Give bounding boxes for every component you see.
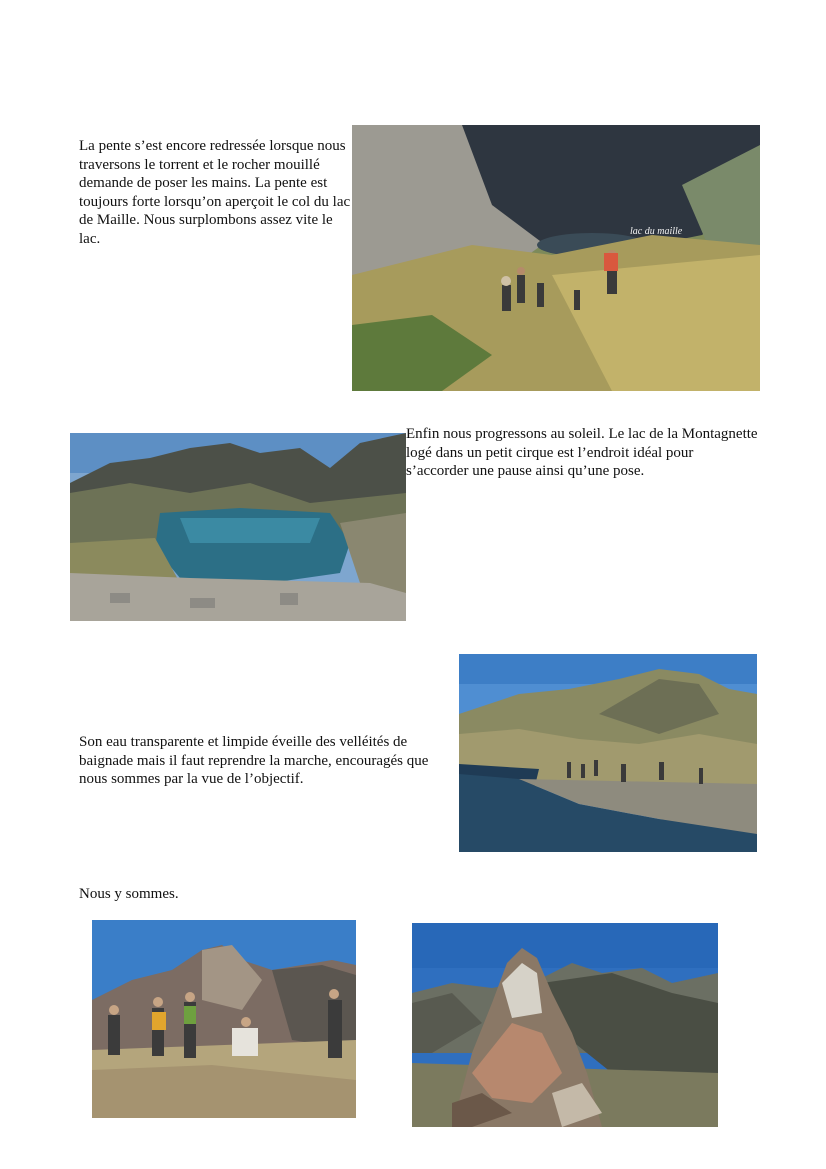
photo-lac-montagnette [70, 433, 406, 621]
photo-hikers-slope-lac-du-maille [352, 125, 760, 391]
photo-caption: lac du maille [630, 226, 683, 237]
photo-hikers-lake-shore [459, 654, 757, 852]
paragraph-4: Nous y sommes. [79, 886, 179, 902]
paragraph-3: Son eau transparente et limpide éveille des velléités de baignade mais il faut reprendre la marche, encouragés que nous sommes par la vue de l’objectif. [79, 734, 429, 787]
paragraph-2: Enfin nous progressons au soleil. Le lac de la Montagnette logé dans un petit cirque est l’endroit idéal pour s’accorder une pause ainsi qu’une pose. [406, 426, 758, 479]
paragraph-1: La pente s’est encore redressée lorsque nous traversons le torrent et le rocher mouillé demande de poser les mains. La pente est toujours forte lorsqu’on aperçoit le col du lac de Maille. Nous surplombons assez vite le lac. [79, 138, 351, 247]
photo-group-summit [92, 920, 356, 1118]
photo-summit-cairn [412, 923, 718, 1127]
